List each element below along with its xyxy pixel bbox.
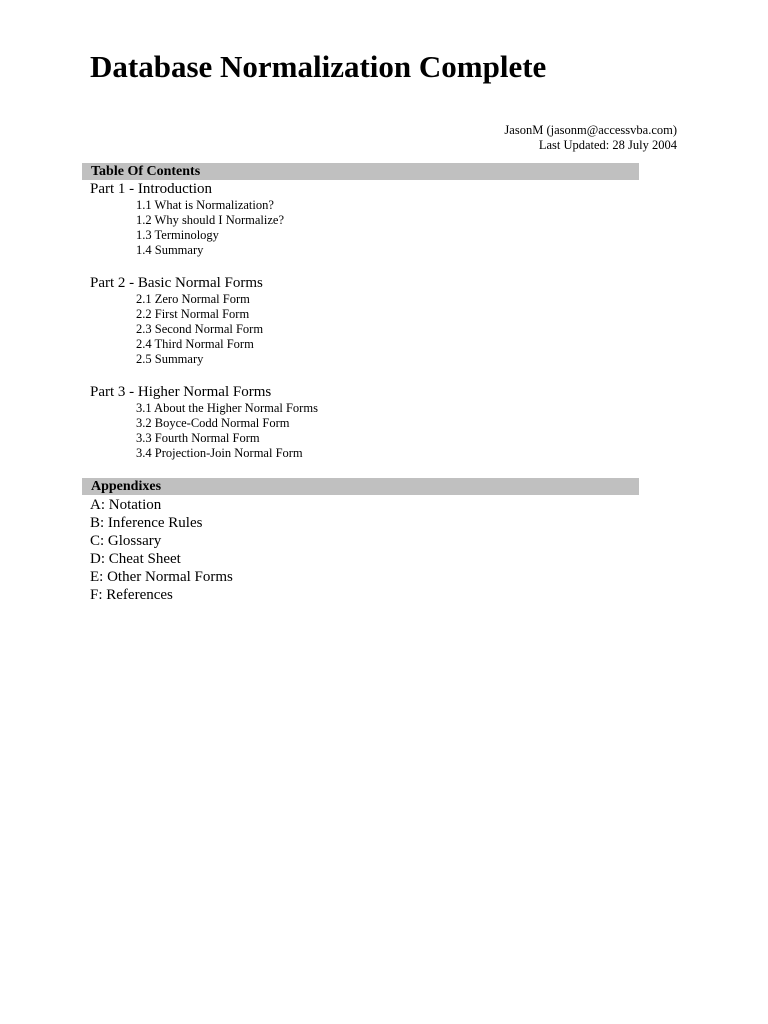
appendix-item[interactable]: C: Glossary — [90, 533, 162, 549]
appendixes-list — [90, 496, 630, 604]
document-title: Database Normalization Complete — [90, 49, 547, 84]
toc-item[interactable]: 2.1 Zero Normal Form — [136, 292, 250, 306]
toc-item[interactable]: 2.3 Second Normal Form — [136, 322, 264, 336]
toc-part-2 — [90, 275, 630, 367]
appendix-item[interactable]: E: Other Normal Forms — [90, 569, 233, 585]
toc-part-title[interactable]: Part 1 - Introduction — [90, 181, 213, 197]
last-updated-line: Last Updated: 28 July 2004 — [538, 138, 677, 152]
appendix-item[interactable]: F: References — [90, 587, 173, 603]
toc-item[interactable]: 1.1 What is Normalization? — [136, 198, 274, 212]
toc-part-1 — [90, 181, 630, 258]
toc-item[interactable]: 2.4 Third Normal Form — [136, 337, 254, 351]
appendix-item[interactable]: D: Cheat Sheet — [90, 551, 181, 567]
toc-item[interactable]: 3.4 Projection-Join Normal Form — [136, 446, 303, 460]
author-block — [504, 123, 677, 153]
toc-item[interactable]: 3.2 Boyce-Codd Normal Form — [136, 416, 290, 430]
toc-item[interactable]: 2.2 First Normal Form — [136, 307, 250, 321]
toc-part-3 — [90, 384, 630, 461]
toc-item[interactable]: 1.3 Terminology — [136, 228, 219, 242]
appendix-item[interactable]: B: Inference Rules — [90, 515, 203, 531]
toc-item[interactable]: 3.3 Fourth Normal Form — [136, 431, 260, 445]
toc-list — [90, 181, 630, 478]
toc-heading: Table Of Contents — [82, 163, 639, 180]
appendixes-heading: Appendixes — [82, 478, 639, 495]
appendix-item[interactable]: A: Notation — [90, 497, 162, 513]
toc-item[interactable]: 2.5 Summary — [136, 352, 204, 366]
author-line: JasonM (jasonm@accessvba.com) — [504, 123, 677, 137]
toc-item[interactable]: 3.1 About the Higher Normal Forms — [136, 401, 318, 415]
toc-part-title[interactable]: Part 2 - Basic Normal Forms — [90, 275, 263, 291]
toc-item[interactable]: 1.4 Summary — [136, 243, 204, 257]
toc-item[interactable]: 1.2 Why should I Normalize? — [136, 213, 284, 227]
toc-part-title[interactable]: Part 3 - Higher Normal Forms — [90, 384, 272, 400]
